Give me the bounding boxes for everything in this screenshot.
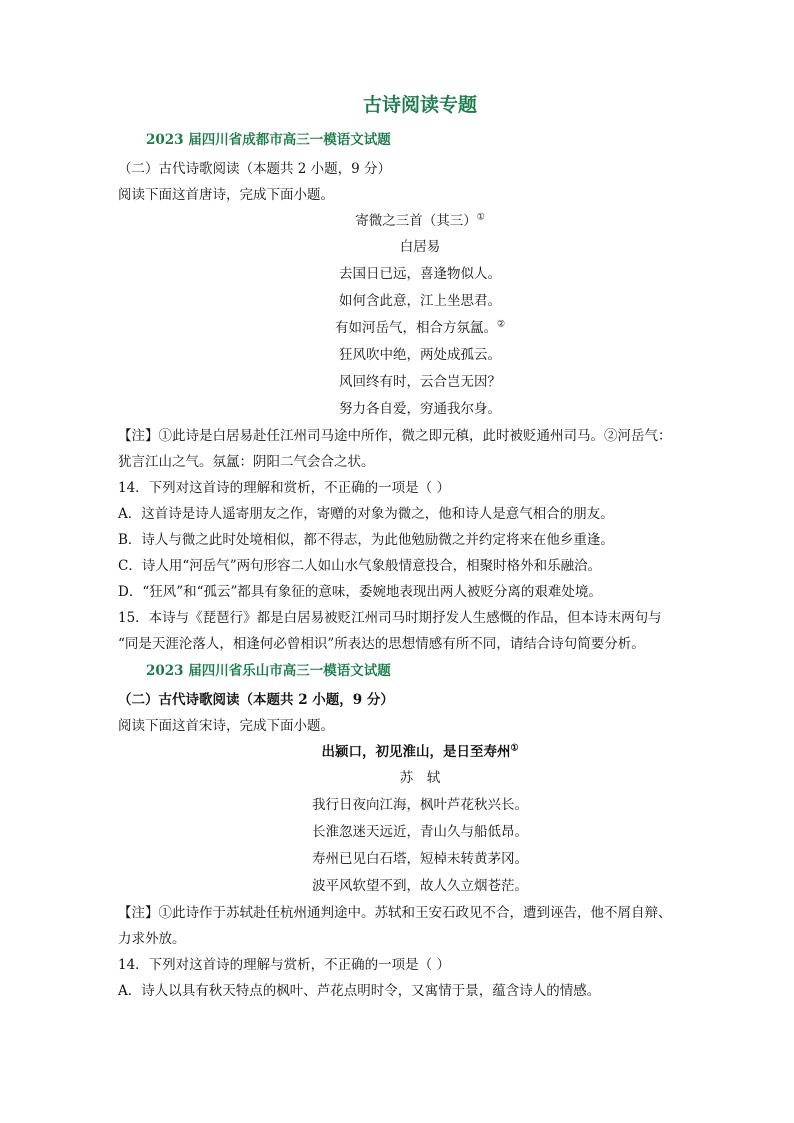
poem1-line-3-text: 有如河岳气，相合方氛氲。 [334,320,497,336]
poem2-line-3: 寿州已见白石塔，短棹未转黄茅冈。 [312,851,528,867]
poem2-line-4: 波平风软望不到，故人久立烟苍茫。 [312,878,528,894]
section2-question-14: 14．下列对这首诗的理解与赏析，不正确的一项是（ ） [118,957,450,973]
poem2-title-text: 出颍口，初见淮山，是日至寿州 [321,744,511,760]
section2-part: （二）古代诗歌阅读（本题共 2 小题，9 分） [118,692,394,708]
section1-note-line-1: 【注】①此诗是白居易赴任江州司马途中所作，微之即元稹，此时被贬通州司马。②河岳气： [118,428,672,444]
poem1-line-2: 如何含此意，江上坐思君。 [339,293,501,309]
poem2-author: 苏 轼 [399,770,441,786]
section1-question-14: 14．下列对这首诗的理解和赏析，不正确的一项是（ ） [118,480,450,496]
poem2-line-2: 长淮忽迷天远近，青山久与船低昂。 [312,824,528,840]
section1-part: （二）古代诗歌阅读（本题共 2 小题，9 分） [118,161,392,177]
poem1-line-4: 狂风吹中绝，两处成孤云。 [339,347,501,363]
section1-option-c: C．诗人用“河岳气”两句形容二人如山水气象般情意投合，相聚时格外和乐融洽。 [118,558,602,574]
section1-note-line-2: 犹言江山之气。氛氲：阴阳二气会合之状。 [118,454,375,470]
poem1-line-6: 努力各自爱，穷通我尔身。 [339,401,501,417]
poem2-title [118,739,722,765]
page-title: 古诗阅读专题 [362,94,477,116]
poem1-title-note-marker: ① [476,212,485,223]
section2-note-line-1: 【注】①此诗作于苏轼赴任杭州通判途中。苏轼和王安石政见不合，遭到诬告，他不屑自辩、 [118,905,672,921]
section1-option-d: D．“狂风”和“孤云”都具有象征的意味，委婉地表现出两人被贬分离的艰难处境。 [118,584,602,600]
section2-heading: 2023 届四川省乐山市高三一模语文试题 [146,663,391,679]
poem1-line-1: 去国日已远，喜逢物似人。 [339,266,501,282]
section2-option-a: A．诗人以具有秋天特点的枫叶、芦花点明时令，又寓情于景，蕴含诗人的情感。 [118,983,601,999]
section1-option-a: A．这首诗是诗人遥寄朋友之作，寄赠的对象为微之，他和诗人是意气相合的朋友。 [118,506,614,522]
section1-option-b: B．诗人与微之此时处境相似，都不得志，为此他勉励微之并约定将来在他乡重逢。 [118,532,614,548]
section2-instruction: 阅读下面这首宋诗，完成下面小题。 [118,718,334,734]
section1-heading: 2023 届四川省成都市高三一模语文试题 [146,132,391,148]
poem1-line-3 [118,315,722,342]
section1-instruction: 阅读下面这首唐诗，完成下面小题。 [118,187,334,203]
poem1-title-text: 寄微之三首（其三） [355,213,477,229]
poem1-line-3-note-marker: ② [496,319,506,330]
poem1-line-5: 风回终有时，云合岂无因？ [339,374,501,390]
poem2-title-note-marker: ① [510,743,519,754]
section1-question-15-line-1: 15．本诗与《琵琶行》都是白居易被贬江州司马时期抒发人生感慨的作品，但本诗末两句与 [118,610,662,626]
section2-note-line-2: 力求外放。 [118,931,186,947]
poem1-title [118,208,722,234]
section1-question-15-line-2: “同是天涯沦落人，相逢何必曾相识”所表达的思想情感有所不同，请结合诗句简要分析。 [118,636,645,652]
poem2-line-1: 我行日夜向江海，枫叶芦花秋兴长。 [312,797,528,813]
poem1-author: 白居易 [399,239,441,255]
